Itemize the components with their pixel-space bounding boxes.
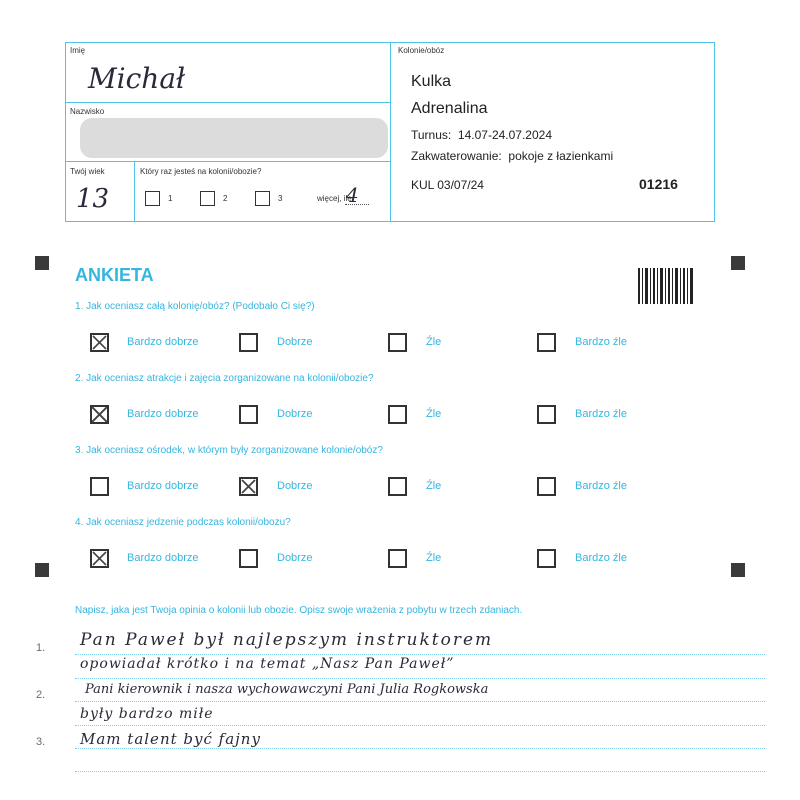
redacted-surname: [80, 118, 388, 158]
q2-option-label: Dobrze: [277, 408, 313, 420]
accommodation-row: [411, 149, 613, 163]
line-number-1: 1.: [36, 642, 46, 654]
q1-option-zle-checkbox[interactable]: [388, 333, 407, 352]
q1-option-bardzo-dobrze-checkbox[interactable]: [90, 333, 109, 352]
q3-option-label: Bardzo dobrze: [127, 480, 199, 492]
form-number: 01216: [639, 176, 678, 192]
age-label: Twój wiek: [70, 167, 105, 176]
q2-option-bardzo-zle-checkbox[interactable]: [537, 405, 556, 424]
q1-option-label: Bardzo źle: [575, 336, 627, 348]
surname-label: Nazwisko: [70, 107, 105, 116]
q4-option-label: Dobrze: [277, 552, 313, 564]
camp-code: KUL 03/07/24: [411, 178, 484, 192]
times-checkbox-2[interactable]: [200, 191, 215, 206]
times-more-value[interactable]: 4: [346, 183, 359, 207]
registration-marker: [731, 563, 745, 577]
question-3-text: 3. Jak oceniasz ośrodek, w którym były zorganizowane kolonie/obóz?: [75, 445, 383, 456]
writing-line: [75, 654, 765, 655]
times-checkbox-3[interactable]: [255, 191, 270, 206]
q3-option-dobrze-checkbox[interactable]: [239, 477, 258, 496]
turnus-label: Turnus:: [411, 128, 452, 142]
opinion-line-1[interactable]: Pan Paweł był najlepszym instruktorem: [80, 630, 494, 650]
writing-line: [75, 771, 765, 772]
q2-option-zle-checkbox[interactable]: [388, 405, 407, 424]
q4-option-label: Bardzo dobrze: [127, 552, 199, 564]
q1-option-bardzo-zle-checkbox[interactable]: [537, 333, 556, 352]
question-1-text: 1. Jak oceniasz całą kolonię/obóz? (Podobało Ci się?): [75, 301, 315, 312]
q2-option-dobrze-checkbox[interactable]: [239, 405, 258, 424]
accommodation-value: pokoje z łazienkami: [508, 149, 614, 163]
q3-option-bardzo-dobrze-checkbox[interactable]: [90, 477, 109, 496]
opinion-prompt: Napisz, jaka jest Twoja opinia o kolonii lub obozie. Opisz swoje wrażenia z pobytu w trzech zdaniach.: [75, 605, 523, 616]
q3-option-bardzo-zle-checkbox[interactable]: [537, 477, 556, 496]
turnus-row: [411, 128, 552, 142]
survey-title: ANKIETA: [75, 265, 154, 285]
q3-option-label: Bardzo źle: [575, 480, 627, 492]
question-4-text: 4. Jak oceniasz jedzenie podczas kolonii/obozu?: [75, 517, 291, 528]
barcode-icon: [638, 268, 694, 304]
question-2-text: 2. Jak oceniasz atrakcje i zajęcia zorganizowane na kolonii/obozie?: [75, 373, 374, 384]
q3-option-zle-checkbox[interactable]: [388, 477, 407, 496]
q4-option-label: Źle: [426, 552, 442, 564]
q2-option-bardzo-dobrze-checkbox[interactable]: [90, 405, 109, 424]
times-more-label: więcej, ile: [317, 194, 352, 203]
writing-line: [75, 701, 765, 702]
writing-line: [75, 748, 765, 749]
q3-option-label: Źle: [426, 480, 442, 492]
opinion-line-5[interactable]: Mam talent być fajny: [80, 730, 261, 748]
q1-option-dobrze-checkbox[interactable]: [239, 333, 258, 352]
q1-option-label: Dobrze: [277, 336, 313, 348]
times-label: Który raz jesteś na kolonii/obozie?: [140, 167, 262, 176]
line-number-3: 3.: [36, 736, 46, 748]
q4-option-dobrze-checkbox[interactable]: [239, 549, 258, 568]
opinion-line-4[interactable]: były bardzo miłe: [80, 706, 214, 722]
q4-option-bardzo-zle-checkbox[interactable]: [537, 549, 556, 568]
q2-option-label: Bardzo źle: [575, 408, 627, 420]
q4-option-label: Bardzo źle: [575, 552, 627, 564]
turnus-value: 14.07-24.07.2024: [457, 128, 553, 142]
q3-option-label: Dobrze: [277, 480, 313, 492]
writing-line: [75, 725, 765, 726]
accommodation-label: Zakwaterowanie:: [411, 149, 502, 163]
q2-option-label: Bardzo dobrze: [127, 408, 199, 420]
registration-marker: [35, 563, 49, 577]
q2-option-label: Źle: [426, 408, 442, 420]
opinion-line-2[interactable]: opowiadał krótko i na temat „Nasz Pan Paweł”: [80, 656, 455, 672]
name-value[interactable]: Michał: [88, 62, 186, 95]
q4-option-zle-checkbox[interactable]: [388, 549, 407, 568]
times-option-3: 3: [278, 194, 283, 203]
q1-option-label: Źle: [426, 336, 442, 348]
opinion-line-3[interactable]: Pani kierownik i nasza wychowawczyni Pani Julia Rogkowska: [85, 682, 489, 697]
times-option-1: 1: [168, 194, 173, 203]
age-value[interactable]: 13: [76, 184, 110, 214]
camp-label: Kolonie/obóz: [398, 46, 445, 55]
q4-option-bardzo-dobrze-checkbox[interactable]: [90, 549, 109, 568]
registration-marker: [731, 256, 745, 270]
times-option-2: 2: [223, 194, 228, 203]
registration-marker: [35, 256, 49, 270]
times-checkbox-1[interactable]: [145, 191, 160, 206]
writing-line: [75, 678, 765, 679]
camp-subtitle: Adrenalina: [411, 100, 488, 117]
camp-name: Kulka: [411, 73, 452, 90]
line-number-2: 2.: [36, 689, 46, 701]
name-label: Imię: [70, 46, 86, 55]
q1-option-label: Bardzo dobrze: [127, 336, 199, 348]
